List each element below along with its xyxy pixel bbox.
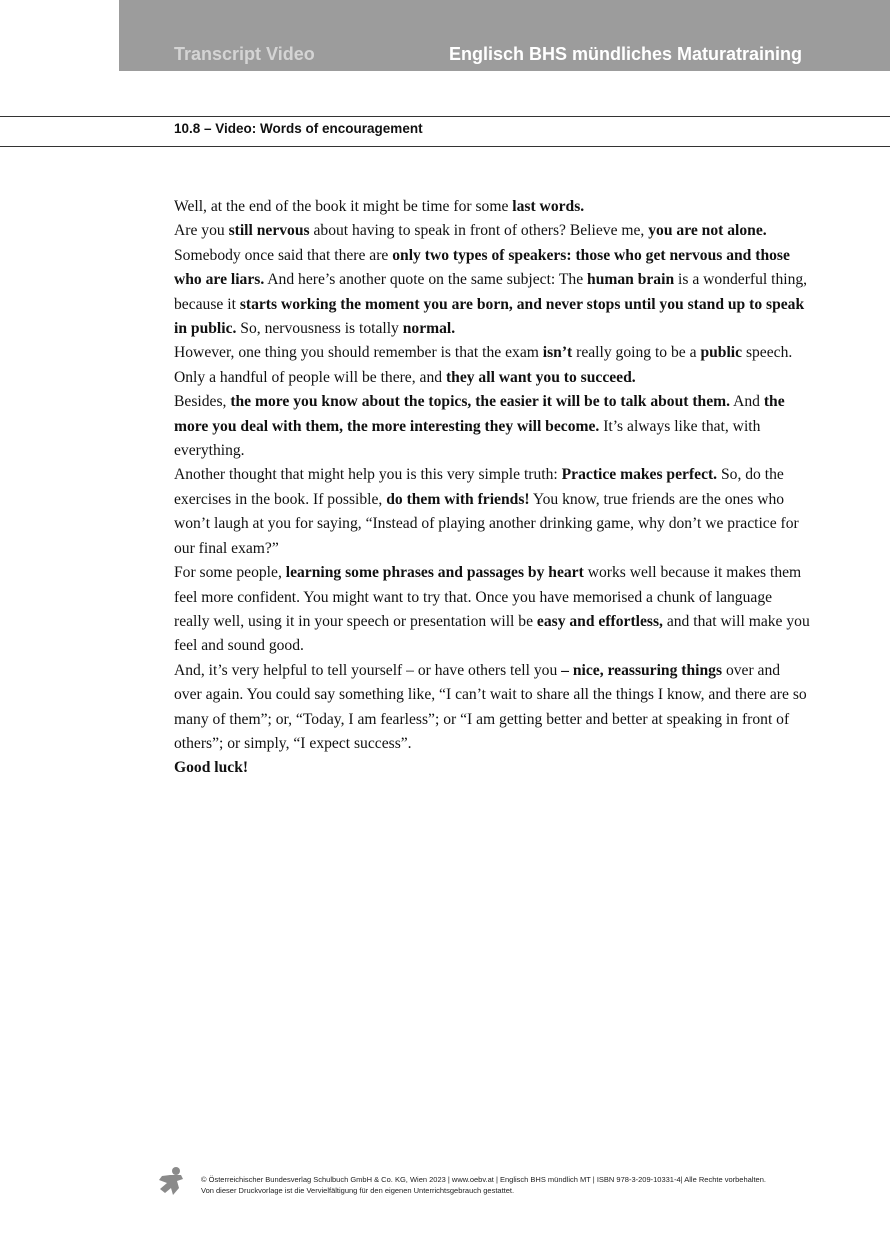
footer-copyright bbox=[201, 1174, 841, 1196]
body-text: Besides, bbox=[174, 393, 231, 411]
emphasis-text: – nice, reassuring things bbox=[561, 661, 723, 679]
body-text: For some people, bbox=[174, 564, 286, 582]
body-text: and that will make you feel and sound good. bbox=[174, 612, 810, 655]
transcript-paragraph bbox=[174, 390, 810, 463]
section-rule-top bbox=[0, 116, 890, 117]
body-text: Are you bbox=[174, 222, 229, 240]
header-left-title: Transcript Video bbox=[174, 44, 315, 64]
header-band bbox=[119, 0, 890, 71]
emphasis-text: human brain bbox=[587, 271, 675, 289]
emphasis-text: isn’t bbox=[542, 344, 573, 362]
transcript-paragraph bbox=[174, 463, 810, 561]
emphasis-text: Practice makes perfect. bbox=[561, 466, 718, 484]
body-text: works well because it makes them feel more confident. You might want to try that. Once you have memorised a chunk of language really well, using it in your speech or presentation will be bbox=[174, 564, 802, 630]
body-text: Somebody once said that there are bbox=[174, 246, 393, 264]
body-text: about having to speak in front of others? Believe me, bbox=[309, 222, 649, 240]
body-text: However, one thing you should remember is that the exam bbox=[174, 344, 543, 362]
oebv-figure-logo-icon bbox=[156, 1166, 188, 1198]
transcript-paragraph bbox=[174, 659, 810, 757]
footer-line-2: Von dieser Druckvorlage ist die Vervielfältigung für den eigenen Unterrichtsgebrauch gestattet. bbox=[201, 1186, 515, 1195]
emphasis-text: they all want you to succeed. bbox=[445, 368, 636, 386]
body-text: really going to be a bbox=[572, 344, 701, 362]
emphasis-text: learning some phrases and passages by heart bbox=[285, 564, 584, 582]
emphasis-text: last words. bbox=[512, 198, 585, 215]
body-text: speech. Only a handful of people will be there, and bbox=[174, 344, 793, 386]
emphasis-text: normal. bbox=[402, 320, 456, 338]
body-text: And here’s another quote on the same subject: The bbox=[264, 271, 588, 289]
transcript-paragraph bbox=[174, 756, 810, 780]
emphasis-text: only two types of speakers: those who get nervous and those who are liars. bbox=[174, 246, 790, 289]
emphasis-text: do them with friends! bbox=[386, 490, 530, 508]
emphasis-text: starts working the moment you are born, and never stops until you stand up to speak in public. bbox=[174, 295, 805, 338]
body-text: Another thought that might help you is this very simple truth: bbox=[174, 466, 562, 484]
body-text: And, it’s very helpful to tell yourself – or have others tell you bbox=[174, 661, 562, 679]
transcript-paragraph bbox=[174, 561, 810, 659]
body-text: over and over again. You could say something like, “I can’t wait to share all the things I know, and there are so many of them”; or, “Today, I am fearless”; or “I am getting better and better at speaking in front of others”; or simply, “I expect success”. bbox=[174, 661, 807, 752]
body-text: is a wonderful thing, because it bbox=[174, 271, 808, 313]
transcript-paragraph bbox=[174, 341, 810, 390]
emphasis-text: public bbox=[700, 344, 743, 362]
footer-line-1: © Österreichischer Bundesverlag Schulbuch GmbH & Co. KG, Wien 2023 | www.oebv.at | Englisch BHS mündlich MT | ISBN 978-3-209-10331-4| Alle Rechte vorbehalten. bbox=[201, 1175, 766, 1184]
emphasis-text: easy and effortless, bbox=[536, 612, 663, 630]
body-text: So, do the exercises in the book. If possible, bbox=[174, 466, 784, 508]
transcript-paragraph bbox=[174, 195, 810, 219]
header-right-title: Englisch BHS mündliches Maturatraining bbox=[449, 44, 803, 64]
emphasis-text: you are not alone. bbox=[648, 222, 767, 240]
emphasis-text: still nervous bbox=[228, 222, 310, 240]
section-rule-bottom bbox=[0, 146, 890, 147]
emphasis-text: the more you know about the topics, the easier it will be to talk about them. bbox=[230, 393, 731, 411]
body-text: It’s always like that, with everything. bbox=[174, 417, 761, 460]
body-text: And bbox=[730, 393, 764, 411]
transcript-paragraph bbox=[174, 219, 810, 341]
transcript-body bbox=[174, 195, 810, 781]
section-title: 10.8 – Video: Words of encouragement bbox=[174, 121, 423, 136]
body-text: So, nervousness is totally bbox=[236, 320, 403, 338]
body-text: You know, true friends are the ones who won’t laugh at you for saying, “Instead of playing another drinking game, why don’t we practice for our final exam?” bbox=[174, 490, 799, 557]
emphasis-text: the more you deal with them, the more interesting they will become. bbox=[174, 393, 785, 435]
body-text: Well, at the end of the book it might be time for some bbox=[174, 198, 513, 215]
emphasis-text: Good luck! bbox=[174, 759, 249, 777]
